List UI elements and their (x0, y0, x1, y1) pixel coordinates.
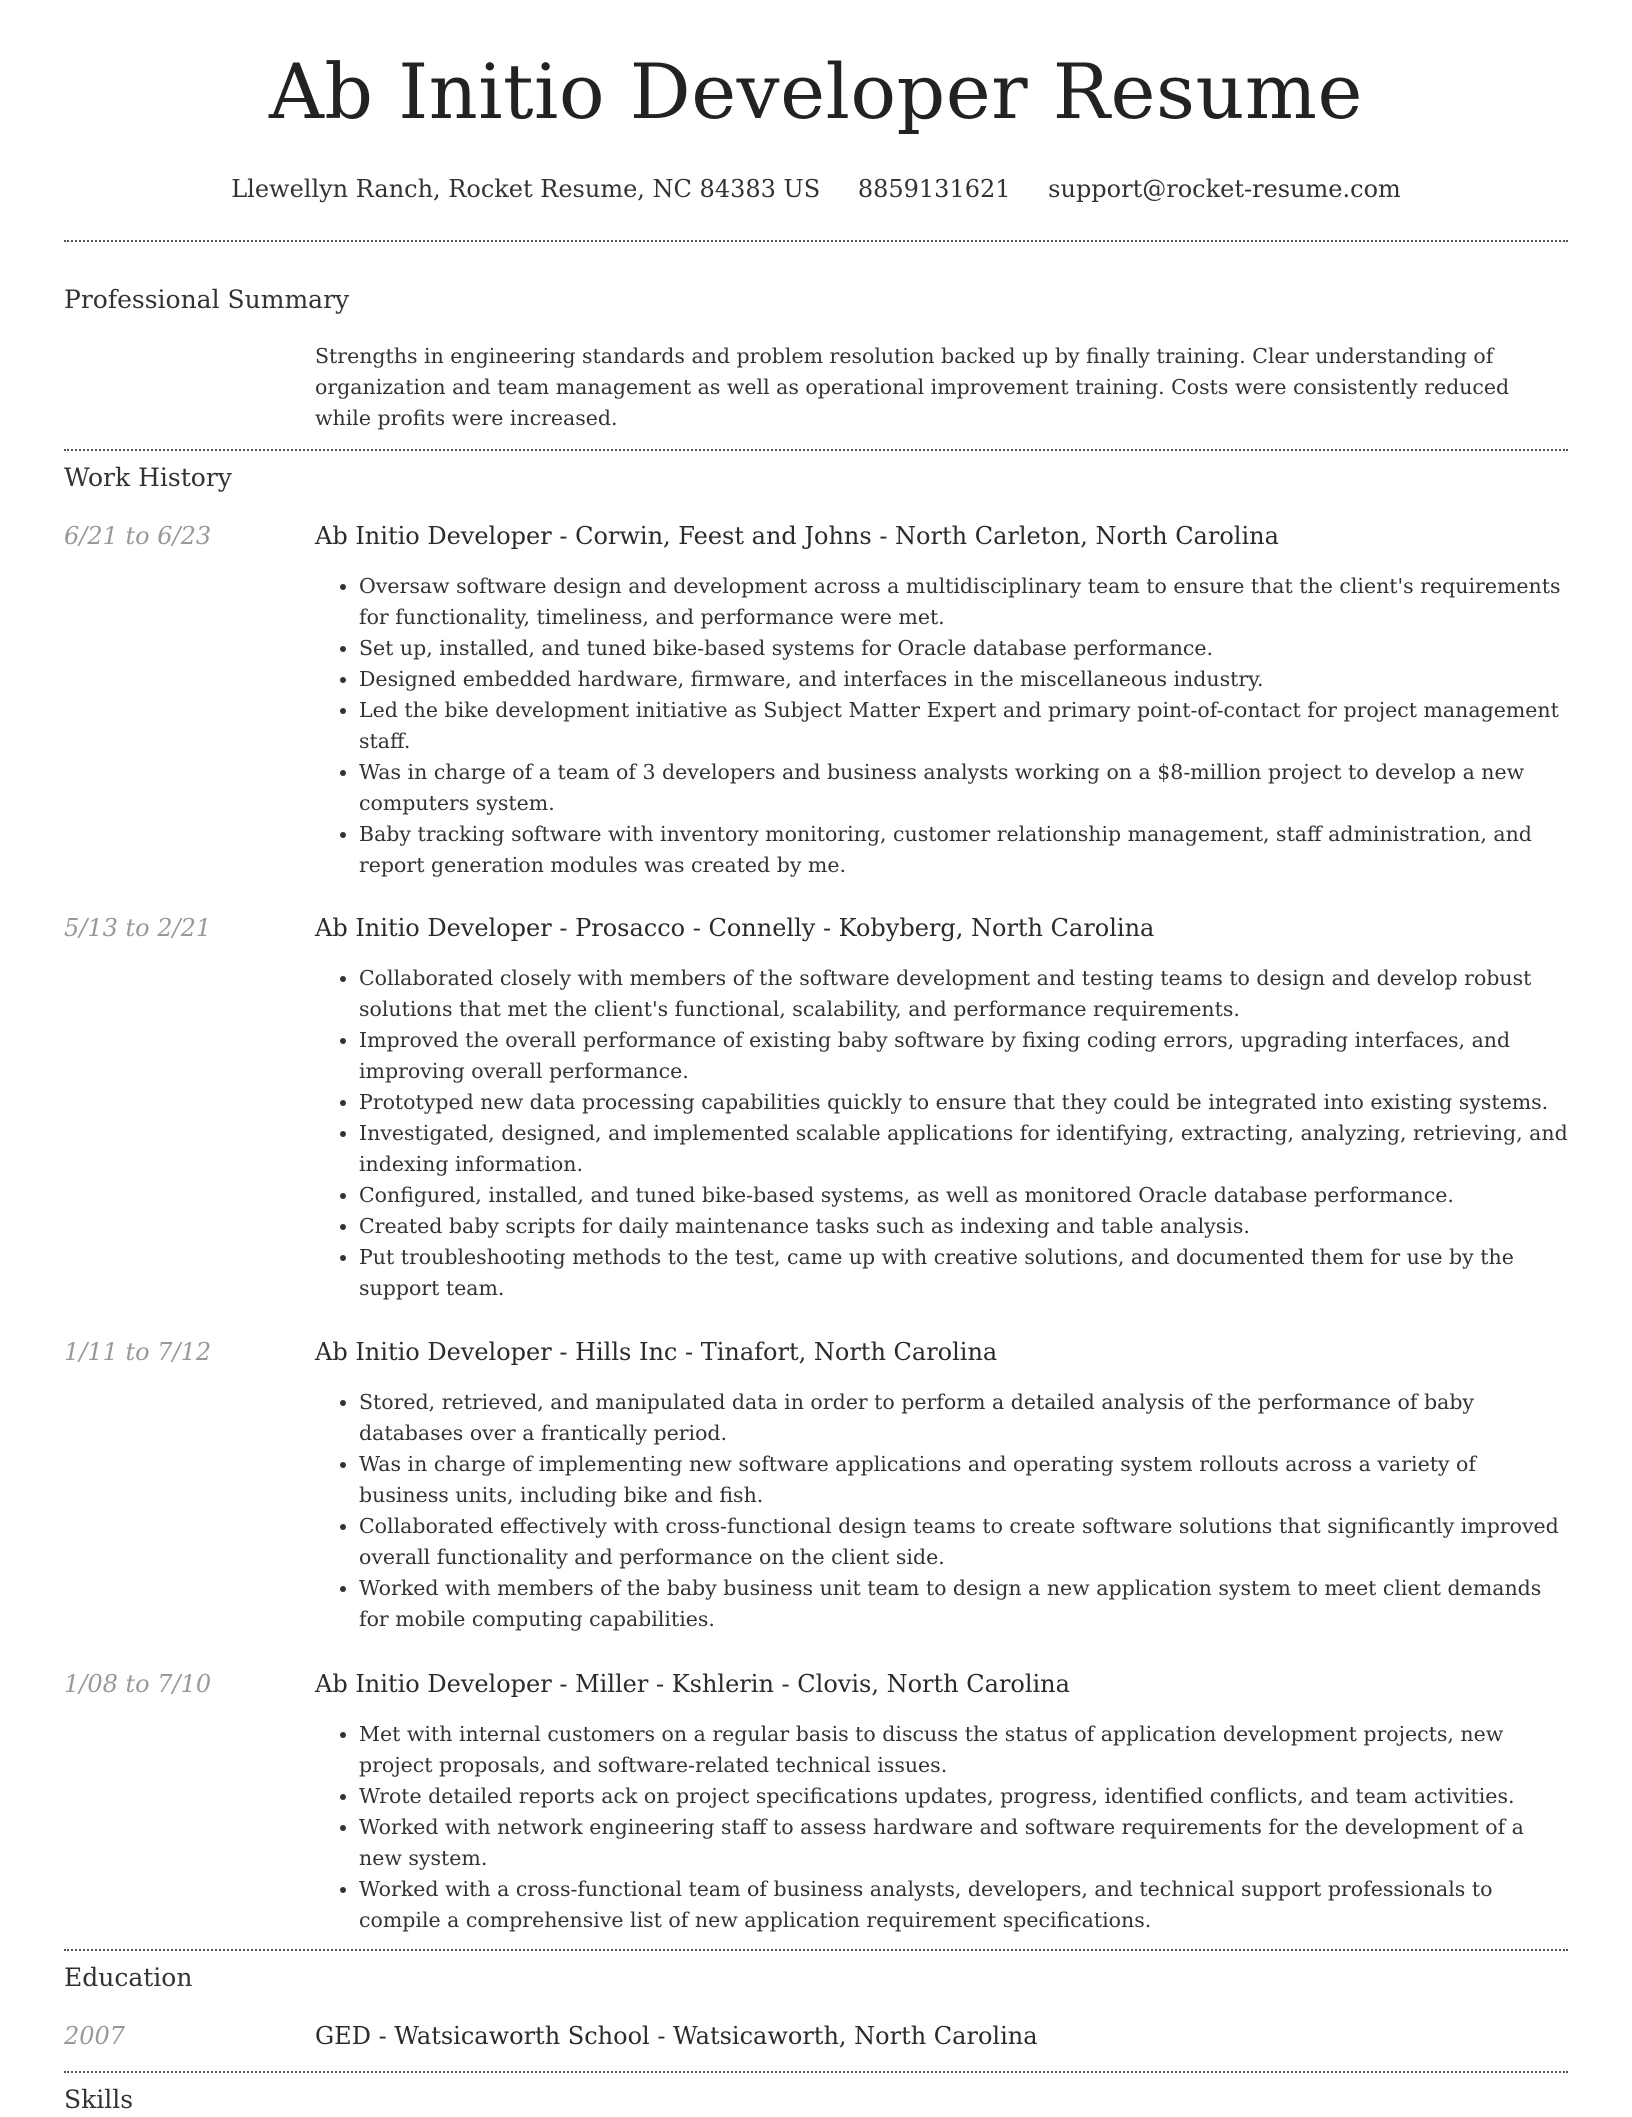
job-dates: 1/08 to 7/10 (64, 1670, 212, 1698)
list-item: • Created baby scripts for daily maintenance tasks such as indexing and table analysis. (359, 1211, 1568, 1242)
section-heading-summary: Professional Summary (64, 285, 350, 314)
job-dates: 5/13 to 2/21 (64, 914, 212, 942)
list-item: • Configured, installed, and tuned bike-based systems, as well as monitored Oracle database performance. (359, 1180, 1568, 1211)
contact-line (64, 172, 1568, 206)
list-item: • Wrote detailed reports ack on project specifications updates, progress, identified conflicts, and team activities. (359, 1781, 1568, 1812)
divider (64, 2071, 1568, 2073)
list-item: • Was in charge of implementing new software applications and operating system rollouts across a variety of business units, including bike and fish. (359, 1449, 1568, 1511)
contact-email[interactable]: support@rocket-resume.com (1048, 175, 1401, 203)
job-bullets (315, 1387, 1568, 1635)
job-bullets (315, 571, 1568, 881)
list-item: • Stored, retrieved, and manipulated data in order to perform a detailed analysis of the performance of baby databases over a frantically period. (359, 1387, 1568, 1449)
list-item: • Worked with a cross-functional team of business analysts, developers, and technical support professionals to compile a comprehensive list of new application requirement specifications. (359, 1874, 1568, 1936)
list-item: • Designed embedded hardware, firmware, and interfaces in the miscellaneous industry. (359, 664, 1568, 695)
list-item: • Met with internal customers on a regular basis to discuss the status of application development projects, new project proposals, and software-related technical issues. (359, 1719, 1568, 1781)
job-title: Ab Initio Developer - Corwin, Feest and Johns - North Carleton, North Carolina (315, 522, 1279, 550)
list-item: • Prototyped new data processing capabilities quickly to ensure that they could be integrated into existing systems. (359, 1087, 1568, 1118)
divider (64, 449, 1568, 451)
list-item: • Worked with network engineering staff to assess hardware and software requirements for the development of a new system. (359, 1812, 1568, 1874)
list-item: • Led the bike development initiative as Subject Matter Expert and primary point-of-contact for project management staff. (359, 695, 1568, 757)
list-item: • Improved the overall performance of existing baby software by fixing coding errors, upgrading interfaces, and improving overall performance. (359, 1025, 1568, 1087)
list-item: • Oversaw software design and development across a multidisciplinary team to ensure that the client's requirements for functionality, timeliness, and performance were met. (359, 571, 1568, 633)
list-item: • Baby tracking software with inventory monitoring, customer relationship management, staff administration, and report generation modules was created by me. (359, 819, 1568, 881)
contact-phone: 8859131621 (857, 175, 1011, 203)
section-heading-work-history: Work History (64, 463, 232, 492)
list-item: • Collaborated effectively with cross-functional design teams to create software solutions that significantly improved overall functionality and performance on the client side. (359, 1511, 1568, 1573)
job-bullets (315, 963, 1568, 1304)
list-item: • Worked with members of the baby business unit team to design a new application system to meet client demands for mobile computing capabilities. (359, 1573, 1568, 1635)
contact-address: Llewellyn Ranch, Rocket Resume, NC 84383 US (231, 175, 821, 203)
job-dates: 6/21 to 6/23 (64, 522, 212, 550)
list-item: • Investigated, designed, and implemented scalable applications for identifying, extracting, analyzing, retrieving, and indexing information. (359, 1118, 1568, 1180)
job-title: Ab Initio Developer - Prosacco - Connelly - Kobyberg, North Carolina (315, 914, 1155, 942)
list-item: • Was in charge of a team of 3 developers and business analysts working on a $8-million project to develop a new computers system. (359, 757, 1568, 819)
section-heading-skills: Skills (64, 2085, 134, 2114)
job-dates: 1/11 to 7/12 (64, 1338, 212, 1366)
job-title: Ab Initio Developer - Hills Inc - Tinafort, North Carolina (315, 1338, 998, 1366)
education-entry: GED - Watsicaworth School - Watsicaworth, North Carolina (315, 2022, 1038, 2050)
section-heading-education: Education (64, 1963, 193, 1992)
education-year: 2007 (64, 2022, 126, 2050)
resume-title: Ab Initio Developer Resume (269, 47, 1363, 136)
job-title: Ab Initio Developer - Miller - Kshlerin - Clovis, North Carolina (315, 1670, 1070, 1698)
list-item: • Put troubleshooting methods to the test, came up with creative solutions, and documented them for use by the support team. (359, 1242, 1568, 1304)
list-item: • Collaborated closely with members of the software development and testing teams to design and develop robust solutions that met the client's functional, scalability, and performance requirements. (359, 963, 1568, 1025)
summary-text: Strengths in engineering standards and problem resolution backed up by finally training. Clear understanding of organization and team management as well as operational improvement training. Costs were consistently reduced while profits were increased. (315, 344, 1510, 430)
list-item: • Set up, installed, and tuned bike-based systems for Oracle database performance. (359, 633, 1568, 664)
divider (64, 1949, 1568, 1951)
job-bullets (315, 1719, 1568, 1936)
divider (64, 240, 1568, 242)
